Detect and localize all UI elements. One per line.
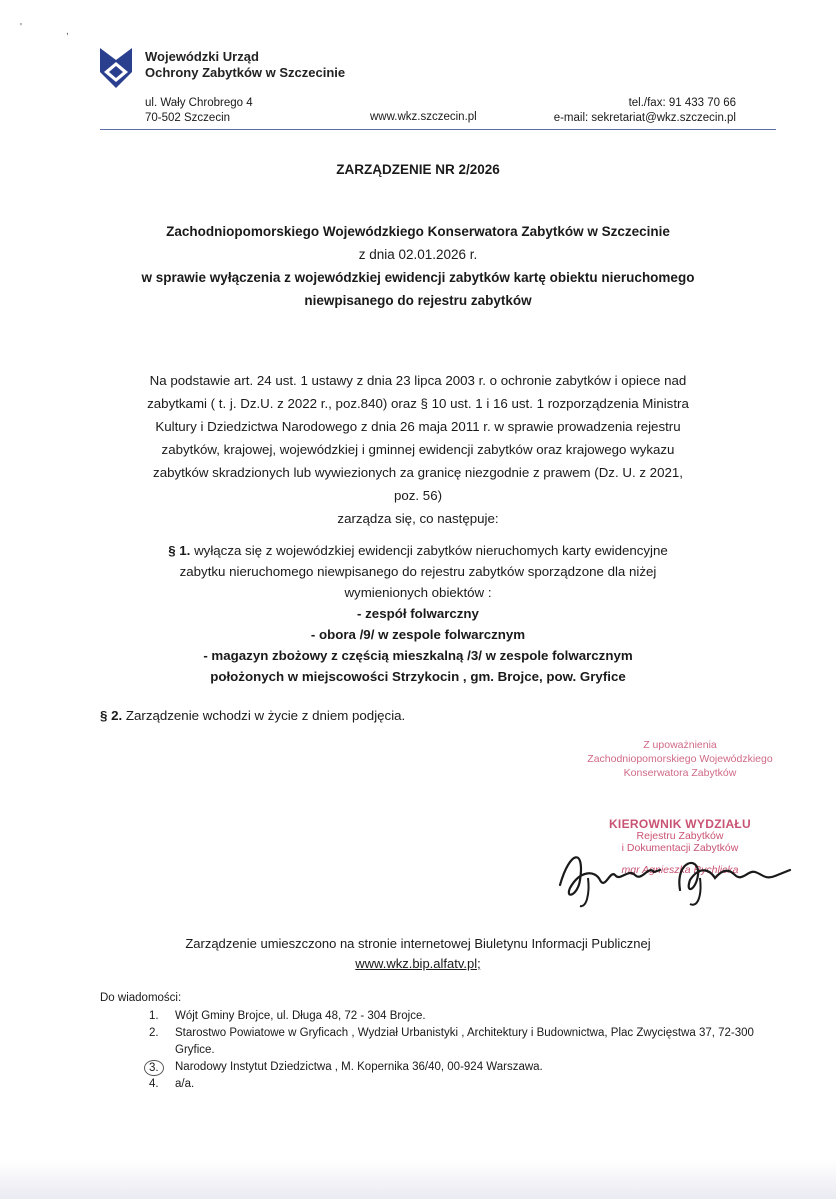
stamp-line: Zachodniopomorskiego Wojewódzkiego xyxy=(587,753,773,765)
recipient-text: Starostwo Powiatowe w Gryficach , Wydział Urbanistyki , Architektury i Budownictwa, Plac Zwycięstwa 37, 72-300 Gryfice. xyxy=(175,1027,754,1056)
signatory-name: mgr Agnieszka Rychlicka xyxy=(621,864,739,876)
signatory-title: KIEROWNIK WYDZIAŁU xyxy=(608,817,752,831)
signatory-dept2: i Dokumentacji Zabytków xyxy=(621,842,739,854)
basis-line: poz. 56) xyxy=(393,488,443,503)
address xyxy=(145,96,253,126)
list-number: 3. xyxy=(144,1060,164,1076)
ordering-phrase: zarządza się, co następuje: xyxy=(337,511,499,526)
object-item: - magazyn zbożowy z częścią mieszkalną /3/ w zespole folwarcznym xyxy=(203,648,633,663)
email: e-mail: sekretariat@wkz.szczecin.pl xyxy=(553,112,736,124)
list-item xyxy=(100,1059,760,1076)
handwritten-signature xyxy=(550,840,800,910)
basis-line: Na podstawie art. 24 ust. 1 ustawy z dnia 23 lipca 2003 r. o ochronie zabytków i opiece nad xyxy=(149,373,687,388)
section-2-marker: § 2. xyxy=(100,708,123,723)
basis-line: Kultury i Dziedzictwa Narodowego z dnia 26 maja 2011 r. w sprawie prowadzenia rejestru xyxy=(155,419,681,434)
website: www.wkz.szczecin.pl xyxy=(370,111,477,123)
institution-logo-icon xyxy=(100,48,132,88)
section-1-line3: wymienionych obiektów : xyxy=(344,585,492,600)
phone: tel./fax: 91 433 70 66 xyxy=(628,97,736,109)
scan-mark: , xyxy=(66,26,69,37)
recipients-list xyxy=(100,1008,760,1093)
institution-name xyxy=(145,49,345,81)
stamp-line: Z upoważnienia xyxy=(643,739,717,751)
bip-link[interactable]: www.wkz.bip.alfatv.pl; xyxy=(355,956,481,971)
street: ul. Wały Chrobrego 4 xyxy=(145,97,253,109)
document-date: z dnia 02.01.2026 r. xyxy=(358,247,478,262)
postal-code: 70-502 Szczecin xyxy=(145,112,231,124)
object-location: położonych w miejscowości Strzykocin , gm. Brojce, pow. Gryfice xyxy=(210,669,626,684)
document-title: ZARZĄDZENIE NR 2/2026 xyxy=(336,162,500,177)
basis-line: zabytków, krajowej, wojewódzkiej i gminnej ewidencji zabytków oraz krajowego wykazu xyxy=(161,442,675,457)
recipient-text: a/a. xyxy=(175,1078,195,1090)
section-2 xyxy=(100,708,405,723)
scan-edge xyxy=(0,1160,836,1199)
signatory-dept1: Rejestru Zabytków xyxy=(636,830,724,842)
issuer: Zachodniopomorskiego Wojewódzkiego Konserwatora Zabytków w Szczecinie xyxy=(166,224,670,239)
subject-line1: w sprawie wyłączenia z wojewódzkiej ewidencji zabytków kartę obiektu nieruchomego xyxy=(141,270,695,285)
section-1 xyxy=(100,540,736,687)
section-2-text: Zarządzenie wchodzi w życie z dniem podjęcia. xyxy=(122,708,406,723)
section-1-marker: § 1. xyxy=(168,543,191,558)
basis-line: zabytkami ( t. j. Dz.U. z 2022 r., poz.840) oraz § 10 ust. 1 i 16 ust. 1 rozporządzenia Ministra xyxy=(147,396,689,411)
recipients-label: Do wiadomości: xyxy=(100,992,182,1004)
list-item xyxy=(100,1025,760,1059)
section-1-line1: wyłącza się z wojewódzkiej ewidencji zabytków nieruchomych karty ewidencyjne xyxy=(190,543,668,558)
object-item: - obora /9/ w zespole folwarcznym xyxy=(310,627,526,642)
list-number: 4. xyxy=(149,1078,159,1090)
list-item xyxy=(100,1008,760,1025)
scan-mark: ' xyxy=(20,22,22,33)
institution-line1: Wojewódzki Urząd xyxy=(145,49,259,64)
publication xyxy=(0,934,836,974)
stamp-line: Konserwatora Zabytków xyxy=(623,767,737,779)
section-1-line2: zabytku nieruchomego niewpisanego do rejestru zabytków sporządzone dla niżej xyxy=(179,564,657,579)
document-heading xyxy=(80,220,756,312)
basis-line: zabytków skradzionych lub wywiezionych za granicę niezgodnie z prawem (Dz. U. z 2021, xyxy=(153,465,683,480)
list-item xyxy=(100,1076,760,1093)
list-number: 1. xyxy=(149,1010,159,1022)
publication-note: Zarządzenie umieszczono na stronie internetowej Biuletynu Informacji Publicznej xyxy=(185,936,651,951)
subject-line2: niewpisanego do rejestru zabytków xyxy=(304,293,532,308)
institution-line2: Ochrony Zabytków w Szczecinie xyxy=(145,65,346,80)
authorization-stamp xyxy=(560,738,800,780)
recipient-text: Narodowy Instytut Dziedzictwa , M. Kopernika 36/40, 00-924 Warszawa. xyxy=(175,1061,543,1073)
header-divider xyxy=(100,129,776,130)
recipient-text: Wójt Gminy Brojce, ul. Długa 48, 72 - 304 Brojce. xyxy=(175,1010,426,1022)
list-number: 2. xyxy=(149,1027,159,1039)
object-item: - zespół folwarczny xyxy=(357,606,479,621)
legal-basis xyxy=(100,369,736,530)
contact xyxy=(554,96,736,126)
